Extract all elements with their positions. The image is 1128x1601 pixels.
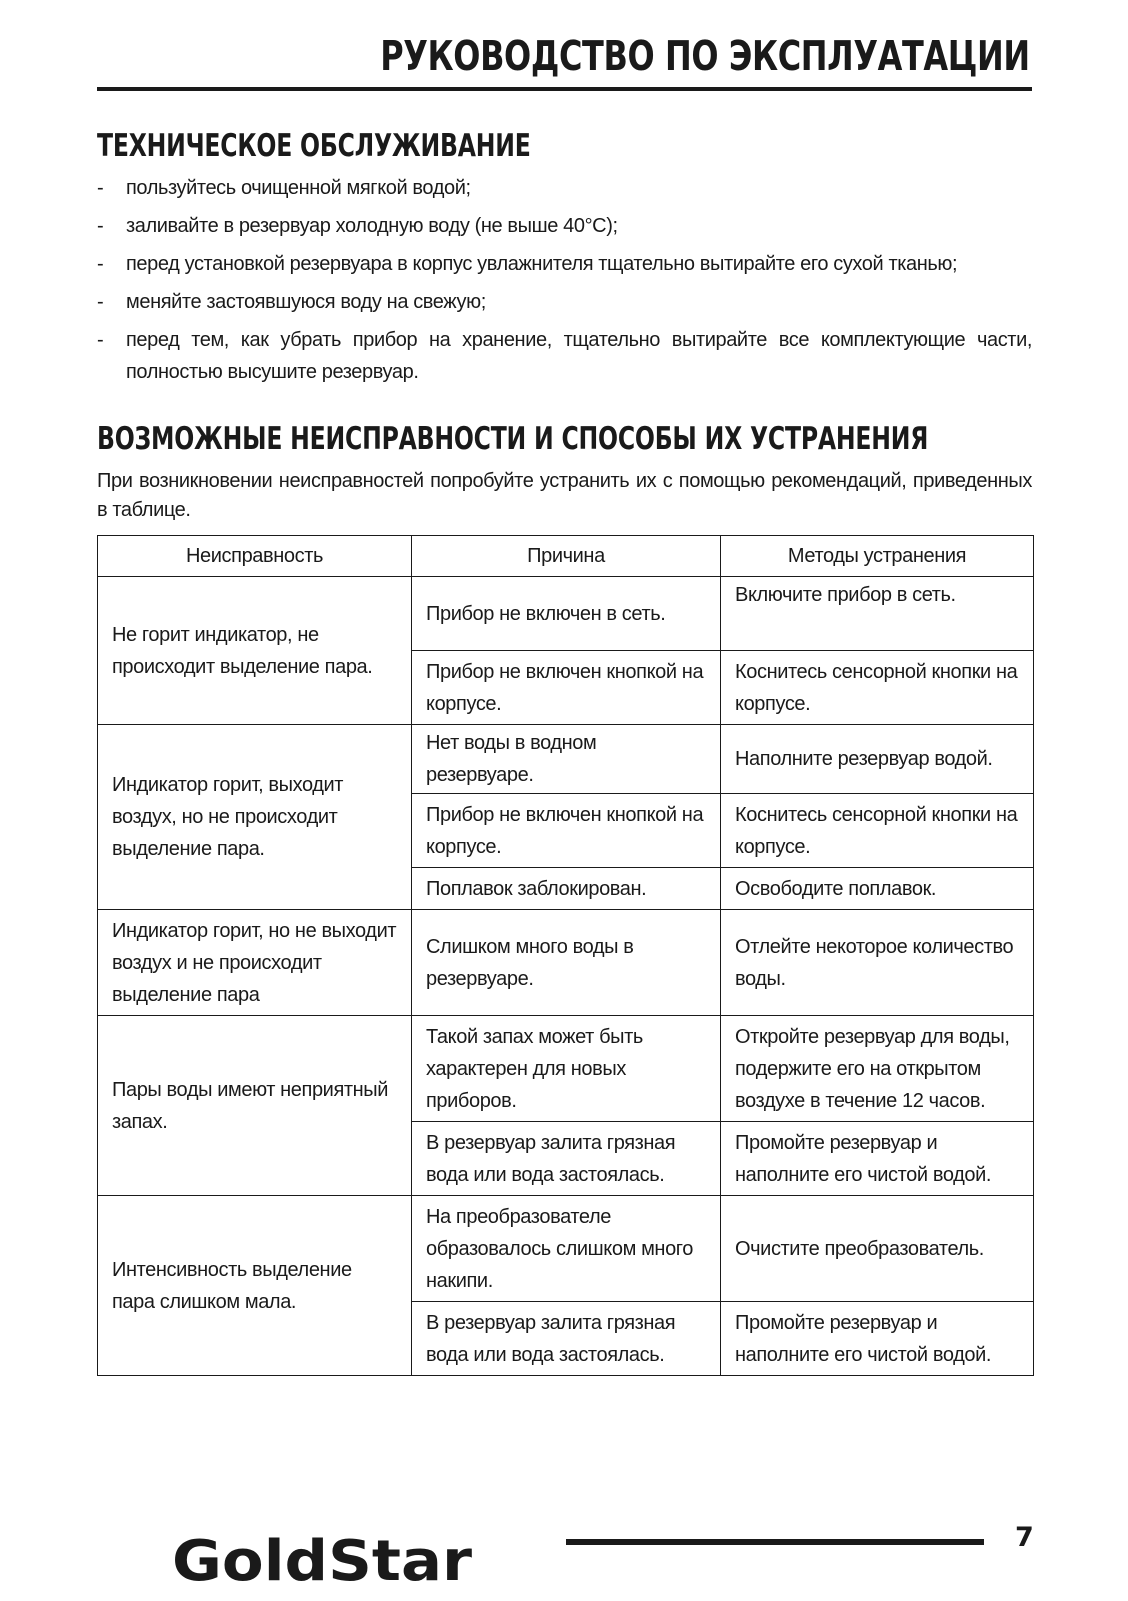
fix-cell: Освободите поплавок. — [721, 868, 1034, 910]
goldstar-logo — [172, 1528, 474, 1588]
list-dash: - — [97, 253, 104, 275]
list-dash: - — [97, 329, 104, 351]
table-header-row — [98, 536, 1034, 577]
list-dash: - — [97, 177, 104, 199]
column-header-cause: Причина — [412, 536, 721, 577]
cause-cell: Такой запах может быть характерен для новых приборов. — [412, 1016, 721, 1122]
maintenance-list — [97, 172, 1032, 394]
fix-cell: Отлейте некоторое количество воды. — [721, 910, 1034, 1016]
fix-cell: Промойте резервуар и наполните его чистой водой. — [721, 1302, 1034, 1376]
header-divider — [97, 87, 1032, 91]
problem-cell: Не горит индикатор, не происходит выделение пара. — [98, 577, 412, 725]
logo-wordmark: GoldStar — [172, 1529, 473, 1588]
column-header-fix: Методы устранения — [721, 536, 1034, 577]
troubleshooting-intro: При возникновении неисправностей попробуйте устранить их с помощью рекомендаций, приведенных в таблице. — [97, 470, 1032, 521]
column-header-problem: Неисправность — [98, 536, 412, 577]
problem-cell: Индикатор горит, но не выходит воздух и не происходит выделение пара — [98, 910, 412, 1016]
list-dash: - — [97, 291, 104, 313]
cause-cell: В резервуар залита грязная вода или вода застоялась. — [412, 1122, 721, 1196]
page-title: РУКОВОДСТВО ПО ЭКСПЛУАТАЦИИ — [380, 32, 1030, 80]
list-item-text: меняйте застоявшуюся воду на свежую; — [126, 291, 486, 313]
table-row — [98, 725, 1034, 794]
cause-cell: В резервуар залита грязная вода или вода застоялась. — [412, 1302, 721, 1376]
fix-cell: Включите прибор в сеть. — [721, 577, 1034, 651]
fix-cell: Коснитесь сенсорной кнопки на корпусе. — [721, 794, 1034, 868]
troubleshooting-heading: ВОЗМОЖНЫЕ НЕИСПРАВНОСТИ И СПОСОБЫ ИХ УСТРАНЕНИЯ — [97, 421, 929, 457]
cause-cell: Прибор не включен в сеть. — [412, 577, 721, 651]
fix-cell: Наполните резервуар водой. — [721, 725, 1034, 794]
table-row — [98, 910, 1034, 1016]
table-row — [98, 1196, 1034, 1302]
list-item — [97, 172, 1032, 204]
cause-cell: На преобразователе образовалось слишком много накипи. — [412, 1196, 721, 1302]
list-item — [97, 248, 1032, 280]
cause-cell: Слишком много воды в резервуаре. — [412, 910, 721, 1016]
fix-cell: Откройте резервуар для воды, подержите его на открытом воздухе в течение 12 часов. — [721, 1016, 1034, 1122]
cause-cell: Нет воды в водном резервуаре. — [412, 725, 721, 794]
list-item-text: заливайте в резервуар холодную воду (не выше 40°С); — [126, 215, 618, 237]
problem-cell: Интенсивность выделение пара слишком мала. — [98, 1196, 412, 1376]
cause-cell: Прибор не включен кнопкой на корпусе. — [412, 794, 721, 868]
list-item-text: перед установкой резервуара в корпус увлажнителя тщательно вытирайте его сухой тканью; — [126, 253, 958, 275]
list-item — [97, 286, 1032, 318]
cause-cell: Прибор не включен кнопкой на корпусе. — [412, 651, 721, 725]
list-item-text: перед тем, как убрать прибор на хранение, тщательно вытирайте все комплектующие части, полностью высушите резервуар. — [126, 329, 1032, 383]
maintenance-heading: ТЕХНИЧЕСКОЕ ОБСЛУЖИВАНИЕ — [97, 128, 531, 164]
fix-cell: Промойте резервуар и наполните его чистой водой. — [721, 1122, 1034, 1196]
problem-cell: Индикатор горит, выходит воздух, но не происходит выделение пара. — [98, 725, 412, 910]
table-row — [98, 577, 1034, 651]
troubleshooting-table — [97, 535, 1034, 1376]
cause-cell: Поплавок заблокирован. — [412, 868, 721, 910]
list-item — [97, 210, 1032, 242]
fix-cell: Очистите преобразователь. — [721, 1196, 1034, 1302]
footer-divider — [566, 1539, 984, 1545]
list-item-text: пользуйтесь очищенной мягкой водой; — [126, 177, 471, 199]
list-dash: - — [97, 215, 104, 237]
fix-cell: Коснитесь сенсорной кнопки на корпусе. — [721, 651, 1034, 725]
page-number: 7 — [1015, 1522, 1034, 1553]
problem-cell: Пары воды имеют неприятный запах. — [98, 1016, 412, 1196]
list-item — [97, 324, 1032, 388]
table-row — [98, 1016, 1034, 1122]
